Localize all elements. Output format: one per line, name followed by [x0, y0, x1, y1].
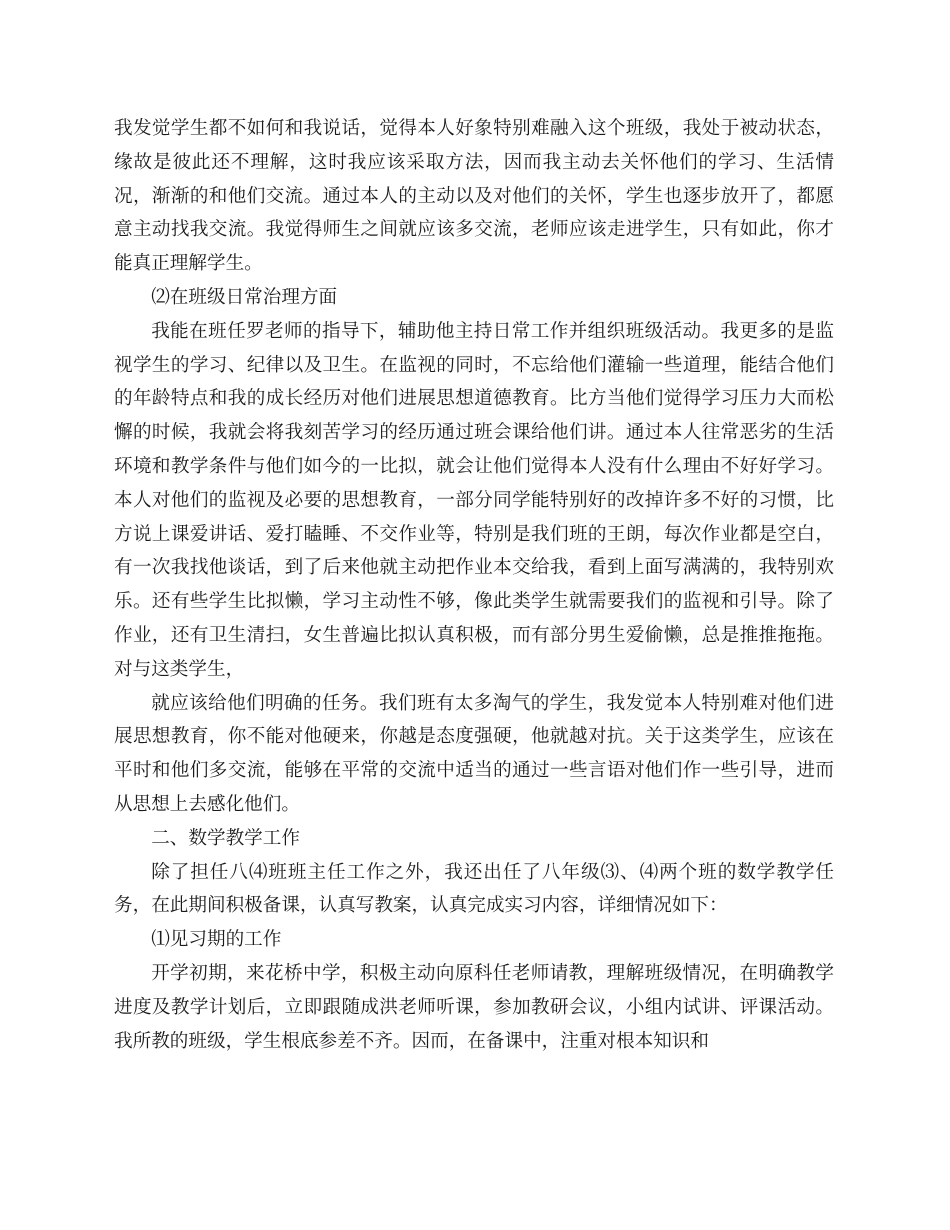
paragraph-class-management: 我能在班任罗老师的指导下，辅助他主持日常工作并组织班级活动。我更多的是监视学生的学习、纪律以及卫生。在监视的同时，不忘给他们灌输一些道理，能结合他们的年龄特点和我的成长经历对他们进展思想道德教育。比方当他们觉得学习压力大而松懈的时候，我就会将我刻苦学习的经历通过班会课给他们讲。通过本人往常恶劣的生活环境和教学条件与他们如今的一比拟，就会让他们觉得本人没有什么理由不好好学习。本人对他们的监视及必要的思想教育，一部分同学能特别好的改掉许多不好的习惯，比方说上课爱讲话、爱打瞌睡、不交作业等，特别是我们班的王朗，每次作业都是空白，有一次我找他谈话，到了后来他就主动把作业本交给我，看到上面写满满的，我特别欢乐。还有些学生比拟懒，学习主动性不够，像此类学生就需要我们的监视和引导。除了作业，还有卫生清扫，女生普遍比拟认真积极，而有部分男生爱偷懒，总是推推拖拖。对与这类学生， — [114, 320, 834, 680]
paragraph-continued: 我发觉学生都不如何和我说话，觉得本人好象特别难融入这个班级，我处于被动状态，缘故是彼此还不理解，这时我应该采取方法，因而我主动去关怀他们的学习、生活情况，渐渐的和他们交流。通过本人的主动以及对他们的关怀，学生也逐步放开了，都愿意主动找我交流。我觉得师生之间就应该多交流，老师应该走进学生，只有如此，你才能真正理解学生。 — [114, 118, 834, 275]
paragraph-math-teaching: 除了担任八⑷班班主任工作之外，我还出任了八年级⑶、⑷两个班的数学教学任务，在此期间积极备课，认真写教案，认真完成实习内容，详细情况如下： — [114, 861, 834, 917]
paragraph-class-management-cont: 就应该给他们明确的任务。我们班有太多淘气的学生，我发觉本人特别难对他们进展思想教育，你不能对他硬来，你越是态度强硬，他就越对抗。关于这类学生，应该在平时和他们多交流，能够在平常的交流中适当的通过一些言语对他们作一些引导，进而从思想上去感化他们。 — [114, 692, 834, 815]
section-heading-math-teaching: 二、数学教学工作 — [151, 827, 300, 849]
document-body — [114, 112, 834, 1058]
paragraph-probation-work: 开学初期，来花桥中学，积极主动向原科任老师请教，理解班级情况，在明确教学进度及教学计划后，立即跟随成洪老师听课，参加教研会议，小组内试讲、评课活动。我所教的班级，学生根底参差不齐。因而，在备课中，注重对根本知识和 — [114, 962, 834, 1052]
subheading-probation-work: ⑴见习期的工作 — [151, 929, 282, 951]
subheading-class-management: ⑵在班级日常治理方面 — [151, 286, 338, 308]
